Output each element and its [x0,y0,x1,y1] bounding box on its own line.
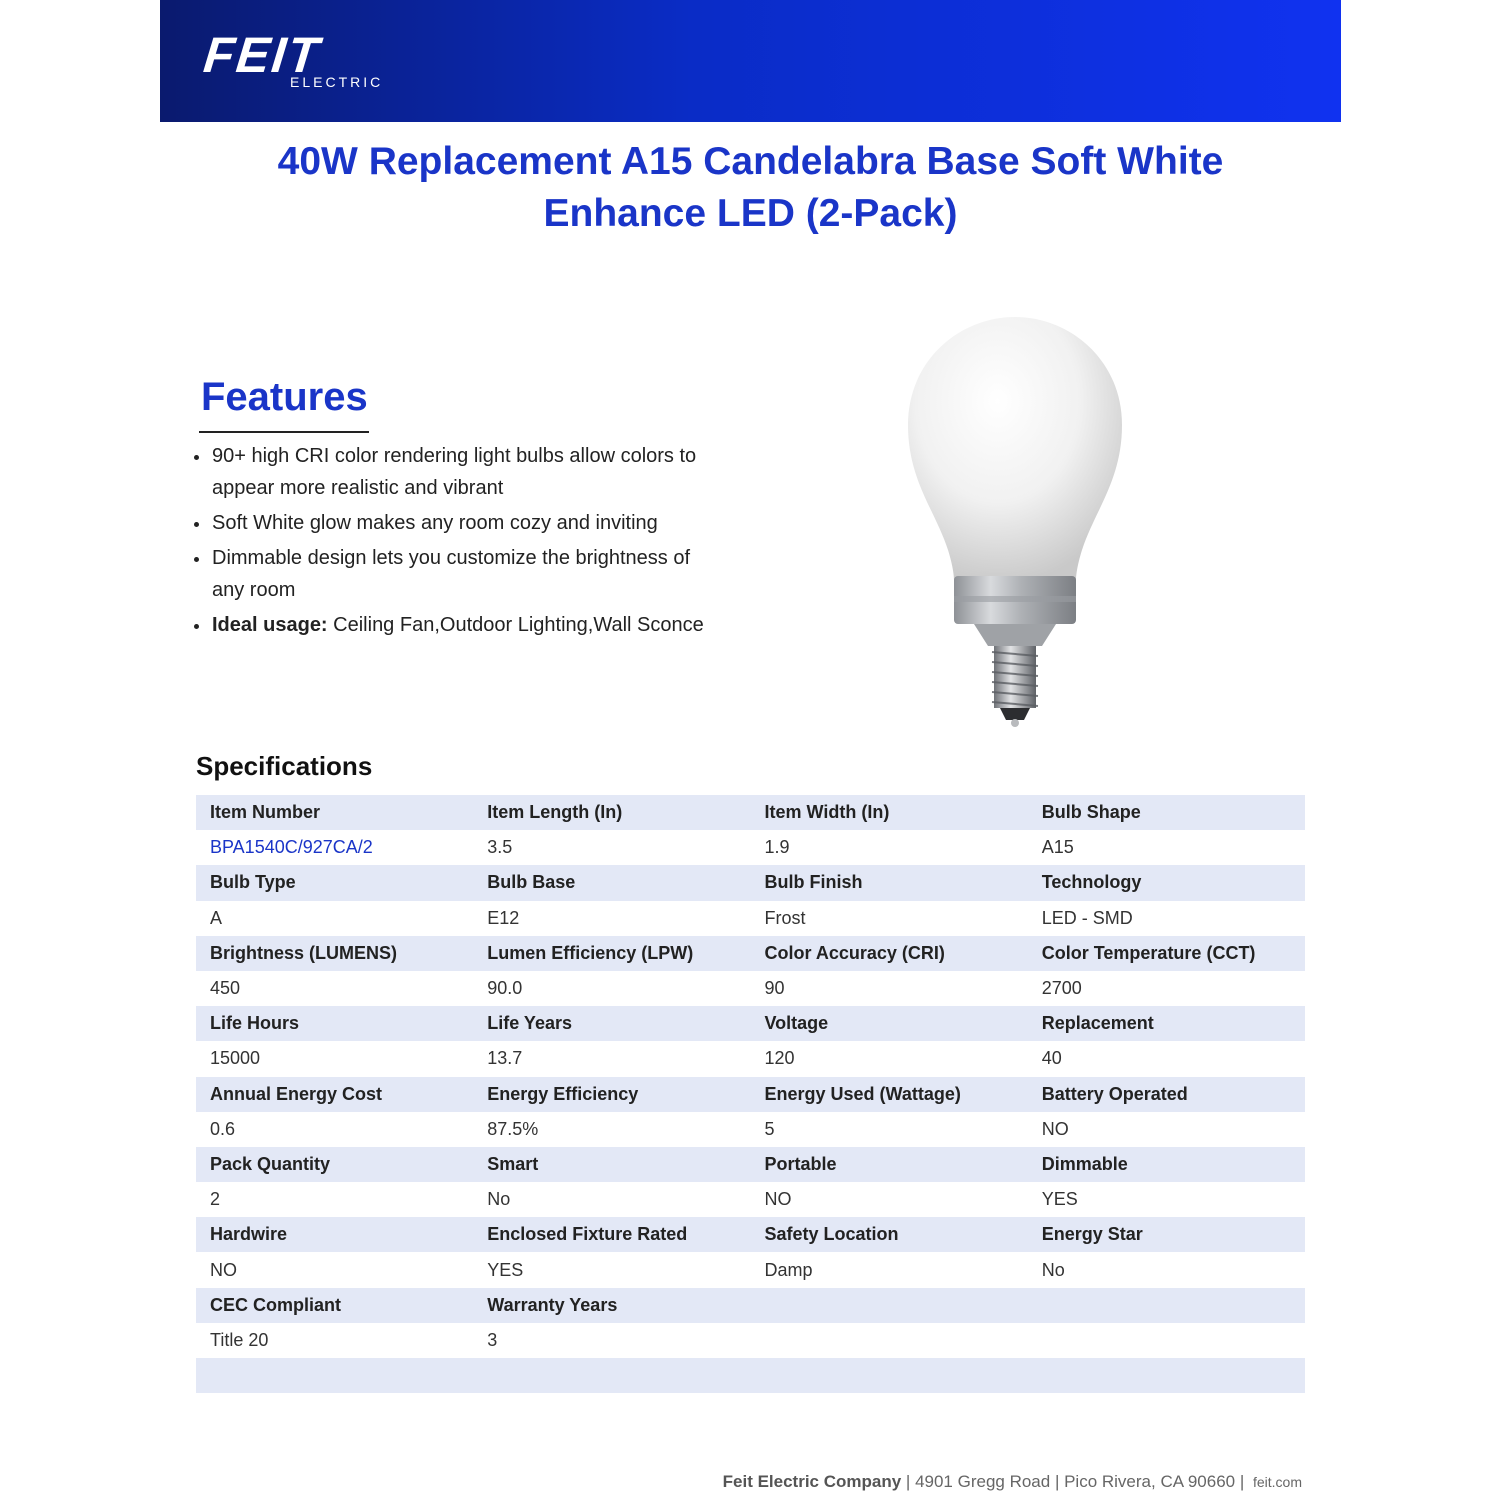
spec-value: NO [1041,1118,1069,1139]
spec-label: Color Accuracy (CRI) [764,942,945,963]
footer-website-link[interactable]: feit.com [1252,1474,1302,1490]
spec-value: NO [764,1189,792,1210]
spec-label: CEC Compliant [210,1294,342,1315]
spec-label: Life Hours [210,1013,300,1034]
spec-label: Item Width (In) [764,802,890,823]
spec-label-row [196,1147,1305,1182]
features-divider [199,431,369,433]
spec-value: A15 [1041,837,1074,858]
specifications-heading: Specifications [196,751,373,781]
logo-tagline: ELECTRIC [290,74,384,90]
spec-label: Annual Energy Cost [210,1083,383,1104]
spec-value: 2700 [1041,978,1082,999]
spec-value: 87.5% [487,1118,539,1139]
features-heading: Features [201,375,368,419]
product-title [160,136,1341,240]
spec-value: 120 [764,1048,795,1069]
spec-value: YES [1041,1189,1078,1210]
spec-label-row [196,1217,1305,1252]
spec-label: Lumen Efficiency (LPW) [487,942,694,963]
spec-label: Brightness (LUMENS) [210,942,398,963]
footer-company: Feit Electric Company [722,1472,902,1491]
spec-value: E12 [487,907,520,928]
spec-value: Frost [764,907,806,928]
spec-value: 1.9 [764,837,790,858]
header-banner [160,0,1341,122]
spec-value: 2 [210,1189,221,1210]
spec-label: Enclosed Fixture Rated [487,1224,688,1245]
item-number-link[interactable]: BPA1540C/927CA/2 [210,837,373,858]
spec-label: Warranty Years [487,1294,618,1315]
spec-table-footer-band [196,1358,1305,1393]
spec-label: Color Temperature (CCT) [1041,942,1256,963]
spec-label: Energy Star [1041,1224,1143,1245]
spec-label: Technology [1041,872,1142,893]
spec-value-row [196,1112,1305,1147]
spec-value: NO [210,1259,237,1280]
spec-label: Bulb Finish [764,872,863,893]
spec-label: Pack Quantity [210,1153,331,1174]
spec-label: Bulb Base [487,872,576,893]
feature-item: 90+ high CRI color rendering light bulbs allow colors to appear more realistic and vibrant [193,440,713,504]
spec-value: No [487,1189,511,1210]
spec-label-row [196,1288,1305,1323]
product-title-line2: Enhance LED (2-Pack) [543,192,958,235]
spec-value-row [196,1323,1305,1358]
spec-value: 15000 [210,1048,261,1069]
spec-label-row [196,936,1305,971]
spec-label: Battery Operated [1041,1083,1188,1104]
footer [723,1472,1302,1492]
feature-item: Ideal usage: Ceiling Fan,Outdoor Lighting,Wall Sconce [193,609,713,641]
spec-label: Bulb Shape [1041,802,1141,823]
spec-label-row [196,1006,1305,1041]
feit-electric-logo [201,27,384,92]
spec-label-row [196,1077,1305,1112]
spec-label-row [196,795,1305,830]
bulb-product-image [890,300,1150,740]
spec-value: 0.6 [210,1118,236,1139]
spec-label: Item Number [210,802,321,823]
spec-value: 90 [764,978,785,999]
spec-value: No [1041,1259,1065,1280]
spec-value: 5 [764,1118,775,1139]
spec-value-row [196,901,1305,936]
spec-value: 13.7 [487,1048,523,1069]
spec-label: Voltage [764,1013,829,1034]
spec-label: Dimmable [1041,1153,1128,1174]
product-title-line1: 40W Replacement A15 Candelabra Base Soft White [277,140,1224,183]
spec-label: Energy Efficiency [487,1083,639,1104]
spec-label: Hardwire [210,1224,288,1245]
spec-label: Life Years [487,1013,572,1034]
spec-label: Item Length (In) [487,802,623,823]
spec-value: 450 [210,978,241,999]
spec-value: LED - SMD [1041,907,1133,928]
spec-value: 90.0 [487,978,523,999]
spec-label-row [196,865,1305,900]
spec-value-row [196,1252,1305,1287]
spec-label: Energy Used (Wattage) [764,1083,961,1104]
spec-label: Replacement [1041,1013,1154,1034]
spec-value-row [196,830,1305,865]
footer-address: | 4901 Gregg Road | Pico Rivera, CA 90660 | [901,1472,1249,1491]
spec-label: Bulb Type [210,872,296,893]
spec-value: A [210,907,223,928]
spec-value: Title 20 [210,1329,269,1350]
spec-value-row [196,1182,1305,1217]
spec-value-row [196,1041,1305,1076]
spec-value: 3 [487,1329,498,1350]
specifications-table [196,795,1305,1393]
spec-value: 40 [1041,1048,1062,1069]
feature-item: Soft White glow makes any room cozy and inviting [193,507,713,539]
logo-wordmark: FEIT [201,27,324,83]
features-list [193,440,713,644]
spec-label: Safety Location [764,1224,899,1245]
spec-value: Damp [764,1259,813,1280]
spec-label: Smart [487,1153,539,1174]
feature-item: Dimmable design lets you customize the brightness of any room [193,542,713,606]
feature-bold-label: Ideal usage: [212,614,328,636]
spec-label: Portable [764,1153,837,1174]
spec-value-row [196,971,1305,1006]
spec-value: YES [487,1259,524,1280]
spec-value: 3.5 [487,837,513,858]
